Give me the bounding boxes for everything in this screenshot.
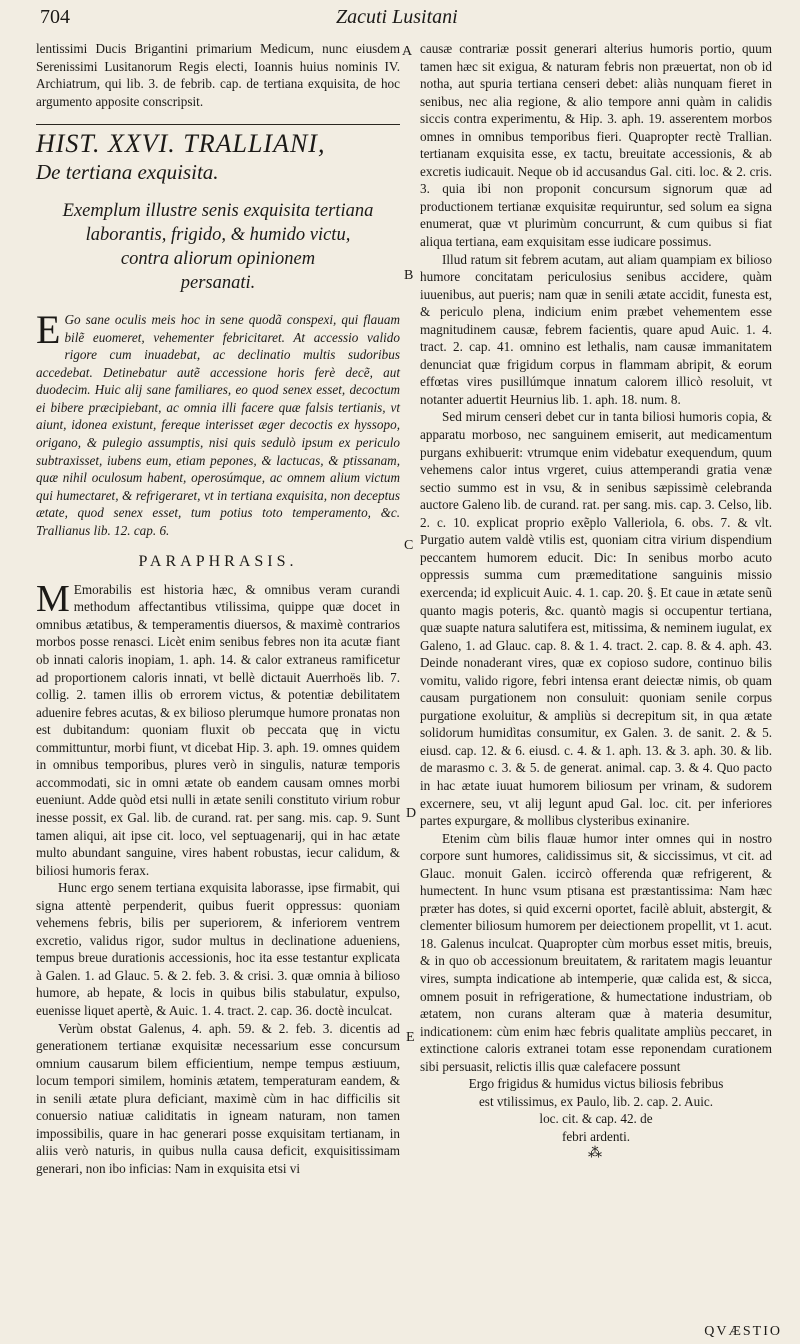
example-line: persanati. (180, 273, 256, 294)
left-column (36, 40, 400, 1177)
conclusion (420, 1075, 772, 1145)
catchword: QVÆSTIO (704, 1324, 782, 1339)
margin-letter-c: C (404, 538, 414, 553)
paraphrasis-paragraph (36, 577, 400, 879)
paraphrasis-heading: PARAPHRASIS. (138, 553, 298, 571)
running-title: Zacuti Lusitani (336, 6, 458, 28)
example-line: laborantis, frigido, & humido victu, (85, 225, 351, 246)
conclusion-line: Ergo frigidus & humidus victus biliosis febribus (468, 1076, 724, 1092)
drop-cap: E (36, 307, 61, 353)
right-column (420, 40, 772, 1163)
page-number: 704 (40, 6, 70, 28)
margin-letter-b: B (404, 268, 414, 283)
example-line: Exemplum illustre senis exquisita tertiana (62, 201, 374, 222)
history-subtitle: De tertiana exquisita. (36, 160, 219, 185)
paragraph-hunc: Hunc ergo senem tertiana exquisita laborasse, ipse firmabit, qui signa attentè perpenderit, quibus fuerit oppressus: quoniam vehemens febris, bilis per superiorem, & inferiorem ventrem excretio, validus rigor, sudor multus in declinatione adueniens, tempus breue durationis accessionis, hoc ita esse testantur explicata à Galen. 1. ad Glauc. 5. & 2. feb. 3. & crisi. 3. quæ omnia à bilioso humore, ab hepate, & locis in quibus bilis stabulatur, expulso, euenisse liquet apertè, & Auic. 1. 4. tract. 2. cap. 36. doctè inculcat. (36, 880, 400, 1018)
case-history-body: Go sane oculis meis hoc in sene quodã conspexi, qui flauam bilẽ euomeret, vehementer febricitaret. At accessio valido rigore cum inuadebat, ac declinatio multis sudoribus accedebat. Detinebatur autẽ accessione horis ferè decẽ, aut duodecim. Huic alij sane familiares, eo quod senex esset, decoctum ei bibere præcipiebant, ac omnia illi facere quæ falsis tertianis, vt aiunt, idonea existunt, fereque interisset æger decoctis ex hyssopo, origano, & pulegio assumptis, nisi quis sedulò ipsum ex periculo subtraxisset, iubens eum, etiam pepones, & lactucas, & ptissanam, quæ nihil oculosum habent, operosúmque, ac omnem alium victum qui humectaret, & refrigeraret, vt in tertiana exquisita, non deceptus ætate, quod senex esset, tum potius toto temperamento, &c. Trallianus lib. 12. cap. 6. (36, 312, 400, 538)
asterism-ornament: ⁂ (588, 1146, 604, 1162)
intro-paragraph: lentissimi Ducis Brigantini primarium Medicum, nunc eiusdem Serenissimi Lusitanorum Regis electi, Ioannis huius nominis IV. Archiatrum, qui lib. 3. de febrib. cap. de tertiana exquisita, de hoc argumento apposite conscripsit. (36, 41, 400, 109)
history-title: HIST. XXVI. TRALLIANI, (36, 124, 400, 159)
conclusion-line: loc. cit. & cap. 42. de (539, 1111, 653, 1127)
example-heading (36, 199, 400, 295)
margin-letter-d: D (406, 806, 417, 821)
paragraph-etenim: Etenim cùm bilis flauæ humor inter omnes qui in nostro corpore sunt humores, calidissimus sit, & siccissimus, vt cit. ad Glauc. monuit Galen. iccircò offerenda quæ refrigerent, & humectent. In hunc vsum ptisana est præstantissima: Nam hæc præter has dotes, si quid excerni oportet, facilè abluit, abstergit, & clementer biliosum humorem per deiectionem propellit, vt 1. acut. 18. Galenus inculcat. Quapropter cùm morbus esset mitis, breuis, & in quo ob accessionum breuitatem, & raritatem magis leuantur vires, sumpta indicatione ab intemperie, quæ calida est, & sicca, omnem posuit in refrigeratione, & humectatione industriam, ob ætatem, non curans alteram quæ à materia desumitur, indicationem: cùm enim hæc febris qualitate ampliùs peccaret, in extinctione caloris extranei totam esse reponendam curationem sibi persuasit, relictis illis quæ calefacere possunt (420, 830, 772, 1074)
case-history-text (36, 307, 400, 539)
paraphrasis-body: Emorabilis est historia hæc, & omnibus veram curandi methodum affectantibus vtilissima, quippe quæ docet in omnibus ætatibus, & temperamentis diuersos, & maximè contrarios morbos posse renasci. Licèt enim senibus febres non ita acutæ fiant ob innati caloris inopiam, 1. aph. 14. & calor extraneus ramificetur ad proportionem caloris innati, vt bellè dictauit Auerrhoës lib. 7. collig. 2. tamen illis ob errorem victus, & potentiæ debilitatem aduenire febres acutas, & ex bilioso plerumque humore pronatas non est dubitandum: quoniam fluxit ob peccata quę in victu committuntur, morbi fiunt, vt dicebat Hip. 3. aph. 19. omnes quidem in omnibus temporibus, plures verò in singulis, naturæ temporis accommodati, sic in omni ætate ob eandem causam omnes morbi eueniunt. Adde quòd etsi nulli in ætate senili constituto virium robur inesse possit, ex Gal. lib. de curand. rat. per sang. mis. cap. 9. Sunt tamen aliqui, ait ipse cit. loco, vel septuagenarij, qui in hac ætate multo abundant sanguine, vires habent robustas, iecur calidum, & biliosi humoris ferax. (36, 581, 400, 878)
conclusion-line: est vtilissimus, ex Paulo, lib. 2. cap. 2. Auic. (478, 1093, 714, 1109)
drop-cap: M (36, 577, 70, 620)
example-line: contra aliorum opinionem (120, 249, 316, 270)
paragraph-illud: Illud ratum sit febrem acutam, aut aliam quampiam ex bilioso humore concitatam periculosius senibus accidere, quàm iuuenibus, aut pueris; nam quæ in senili ætate accidit, funesta est, & periculo plena, indicium enim præbet vehementem esse magnitudinem causæ, febrem facientis, quare apud Auic. 1. 4. tract. 2. cap. 41. omnino est lethalis, nam causæ immanitatem denunciat quæ frigidum corpus in flammam abripit, & eorum effœtas vires pusillúmque innatum calorem illicò resoluit, vt notanter aduertit Heurnius lib. 1. aph. 18. num. 8. (420, 251, 772, 407)
page-header (40, 6, 760, 40)
margin-letter-e: E (406, 1030, 415, 1045)
paragraph-continued: causæ contrariæ possit generari alterius humoris portio, quum tamen hæc sit exigua, & naturam febris non præuertat, non ob id notha, aut spuria tertiana censeri debet: aliàs nunquam fieret in senibus, nec alia regione, & alio tempore anni quàm in calidis siccis contra experimentu, & Hip. 3. aph. 19. asserentem morbos omnes in omnibus temporibus fieri. Quapropter rectè Trallian. tertianam exquisita esse, ex tactu, breuitate accessionis, & ab excretis iudicauit. Neque ob id accusandus Gal. citi. loc. & 2. cris. 3. quia ibi non proponit concursum signorum quæ ad productionem tertianæ exquisitæ requiruntur, sed solum ea signa enumerat, quæ vt plurimùm concurrunt, & cum quibus si fiat aliqua tertiana, eam exquisitam esse iudicare possimus. (420, 41, 772, 250)
paragraph-sed: Sed mirum censeri debet cur in tanta biliosi humoris copia, & apparatu morboso, nec sanguinem emiserit, aut medicamentum purgans exhibuerit: vtrumque enim videbatur exequendum, quum vehemens calor intus vrgeret, cuius attemperandi gratia venæ sectio summo est in vsu, & in senibus sæpissimè celebranda auctore Galeno lib. de curand. rat. per sang. mis. cap. 3. Celso, lib. 2. c. 10. explicat proprio exẽplo Valleriola, 6. obs. 7. & vlt. Purgatio autem valdè vtilis est, quoniam citra virium dispendium peccantem humorem educit. Dic: In senibus morbo acuto oppressis summa cum præmeditatione sanguinis missio exercenda; id explicuit Auic. 4. 1. cap. 20. §. Et caue in ætate senũ quanto magis poteris, &c. quantò magis si occupentur tertiana, quæ suapte natura salutifera est, mitissima, & neminem iugulat, ex Galeno, 1. ad Glauc. cap. 8. & 1. 4. tract. 2. cap. 8. & 4. aph. 43. Deinde nonaderant vires, quæ ex copioso sudore, continuo bilis vomitu, valido rigore, febri intensa erant deiectæ nimis, ob quam causam purgationem non consuluit: quoniam senile corpus purgatione exoluitur, & ampliùs si decrepitum sit, in qua ætate solidorum humidìtas consumitur, ex Galen. 3. de sanit. 2. & 5. eiusd. cap. 12. & 6. eiusd. c. 4. & 1. aph. 13. & 3. aph. 30. & lib. de marasmo c. 3. & 5. de generat. animal. cap. 3. & 4. Quo pacto in hac ætate iuuat humorem biliosum per vrinam, & sudorem excernere, seu, vt alij legunt apud Gal. loc. cit. per inferiores partes expurgare, & mollibus clysteribus exinanire. (420, 409, 772, 829)
conclusion-line: febri ardenti. (561, 1128, 631, 1144)
paragraph-verum: Verùm obstat Galenus, 4. aph. 59. & 2. feb. 3. dicentis ad generationem tertianæ exquisitæ necessarium esse concursum omnium causarum bilem efficientium, nempe tempus æstiuum, locum tempori similem, hominis ætatem, temperaturam eandem, & in senili ætate plura deficiant, maximè cùm in hac difficilis sit conuersio natiuæ caliditatis in igneam naturam, non tamen impossibilis, quare in hac generari posse exquisitam tertianam, in aliis verò naturis, in quibus nulla causa deficit, exquisitissimam generari, non ibo inficias: Nam in exquisita etsi vi (36, 1020, 400, 1176)
margin-letter-a: A (402, 44, 413, 59)
